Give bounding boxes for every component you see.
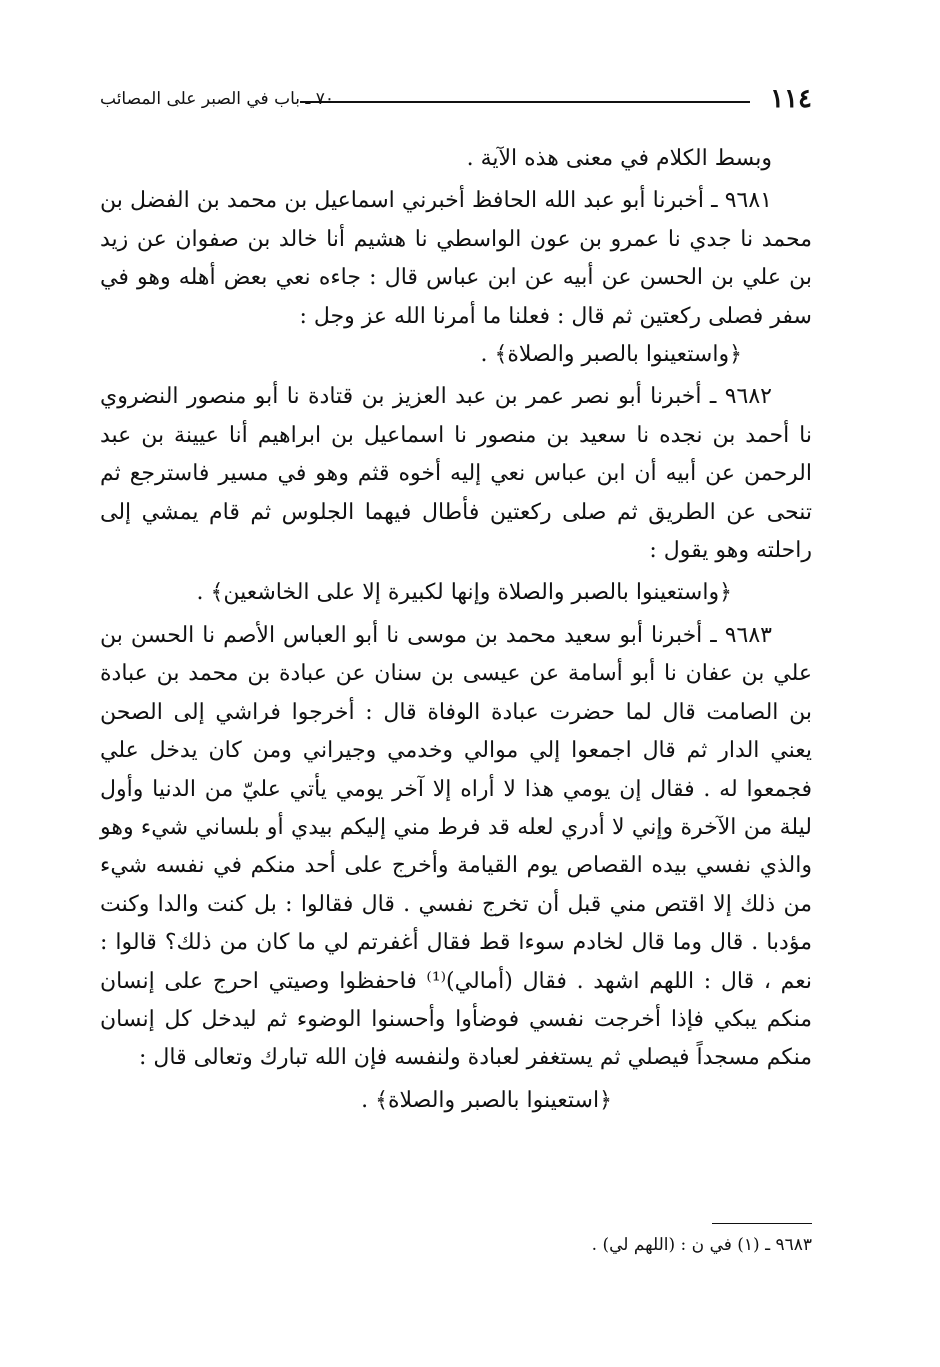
footnote: ٩٦٨٣ ـ (١) في ن : (اللهم لي) . bbox=[591, 1235, 812, 1255]
quran-verse-3: ﴿استعينوا بالصبر والصلاة﴾ . bbox=[361, 1087, 612, 1113]
hadith-9682: ٩٦٨٢ ـ أخبرنا أبو نصر عمر بن عبد العزيز بن قتادة نا أبو منصور النضروي نا أحمد بن نجده نا سعيد بن منصور نا اسماعيل بن ابراهيم أنا عيينة بن عبد الرحمن عن أبيه أن ابن عباس نعي إليه أخوه قثم وهو في مسير فاسترجع ثم تنحى عن الطريق ثم صلى ركعتين فأطال فيهما الجلوس ثم قام يمشي إلى راحلته وهو يقول : bbox=[100, 384, 812, 564]
main-text bbox=[100, 140, 812, 1120]
quran-verse-2: ﴿واستعينوا بالصبر والصلاة وإنها لكبيرة إلا على الخاشعين﴾ . bbox=[196, 580, 732, 606]
page-header bbox=[100, 82, 812, 116]
intro-line: وبسط الكلام في معنى هذه الآية . bbox=[466, 146, 772, 171]
quran-verse-1: ﴿واستعينوا بالصبر والصلاة﴾ . bbox=[480, 342, 742, 368]
header-rule bbox=[300, 101, 750, 103]
footnote-rule bbox=[712, 1223, 812, 1224]
chapter-title: ٧٠ ـ باب في الصبر على المصائب bbox=[100, 89, 335, 109]
page-number: ١١٤ bbox=[770, 84, 812, 114]
hadith-9681: ٩٦٨١ ـ أخبرنا أبو عبد الله الحافظ أخبرني اسماعيل بن محمد بن الفضل بن محمد نا جدي نا عمرو بن عون الواسطي نا هشيم أنا خالد بن صفوان عن زيد بن علي بن الحسن عن أبيه عن ابن عباس قال : جاءه نعي بعض أهله وهو في سفر فصلى ركعتين ثم قال : فعلنا ما أمرنا الله عز وجل : bbox=[100, 188, 812, 329]
hadith-9683: ٩٦٨٣ ـ أخبرنا أبو سعيد محمد بن موسى نا أبو العباس الأصم نا الحسن بن علي بن عفان نا أبو أسامة عن عيسى بن سنان عن عبادة بن محمد بن عبادة بن الصامت قال لما حضرت عبادة الوفاة قال : أخرجوا فراشي إلى الصحن يعني الدار ثم قال اجمعوا إلي موالي وخدمي وجيراني ومن كان يدخل علي فجمعوا له . فقال إن يومي هذا لا أراه إلا آخر يومي يأتي عليّ من الدنيا وأول ليلة من الآخرة وإني لا أدري لعله قد فرط مني إليكم بيدي أو بلساني شيء وهو والذي نفسي بيده القصاص يوم القيامة وأخرج على أحد منكم في نفسه شيء من ذلك إلا اقتص مني قبل أن تخرج نفسي . قال فقالوا : بل كنت والدا وكنت مؤدبا . قال وما قال لخادم سوءا قط فقال أغفرتم لي ما كان من ذلك؟ قالوا : نعم ، قال : اللهم اشهد . فقال (أمالي)⁽¹⁾ فاحفظوا وصيتي احرج على إنسان منكم يبكي فإذا أخرجت نفسي فوضأوا وأحسنوا الوضوء ثم ليدخل كل إنسان منكم مسجداً فيصلي ثم يستغفر لعبادة ولنفسه فإن الله تبارك وتعالى قال : bbox=[100, 622, 813, 1071]
